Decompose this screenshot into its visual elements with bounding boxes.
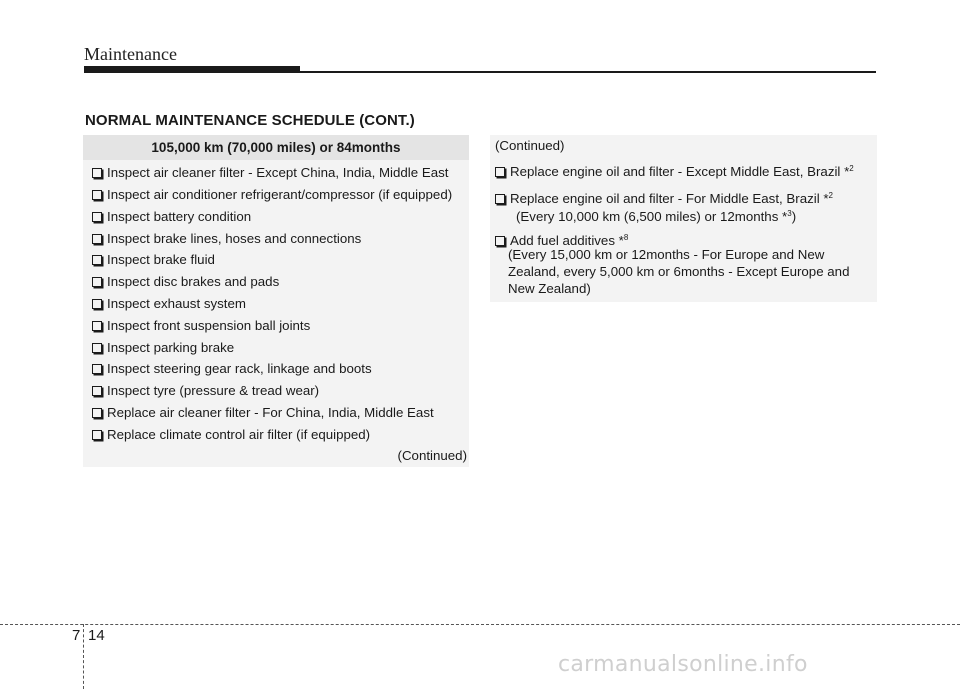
header-rule-thick [84,66,300,73]
list-item: Inspect battery condition [92,209,251,224]
checkbox-icon [92,364,102,374]
list-item: Replace climate control air filter (if equipped) [92,427,370,442]
interval-heading: 105,000 km (70,000 miles) or 84months [83,135,469,160]
checkbox-icon [92,168,102,178]
list-item: Add fuel additives *$^8$ [495,229,628,250]
interval-note: (Every 10,000 km (6,500 miles) or 12months *$^3$) [516,209,797,224]
footer-divider [0,624,960,625]
watermark: carmanualsonline.info [558,652,808,677]
list-item: Inspect exhaust system [92,296,246,311]
footer-vertical-divider [83,624,84,689]
checkbox-icon [92,299,102,309]
checkbox-icon [92,190,102,200]
interval-note-line: New Zealand) [508,281,591,296]
list-item: Replace engine oil and filter - Except Middle East, Brazil *$^2$ [495,160,854,181]
checkbox-icon [92,343,102,353]
schedule-panel-right [490,135,877,302]
checkbox-icon [495,194,505,204]
continued-label: (Continued) [495,138,565,153]
checkbox-icon [92,386,102,396]
checkbox-icon [92,255,102,265]
interval-note-line: (Every 15,000 km or 12months - For Europe and New [508,247,825,262]
schedule-panel-left [83,135,469,467]
list-item: Inspect air cleaner filter - Except China, India, Middle East [92,165,448,180]
checkbox-icon [92,321,102,331]
section-title: NORMAL MAINTENANCE SCHEDULE (CONT.) [85,112,415,129]
list-item: Replace engine oil and filter - For Middle East, Brazil *$^2$ [495,187,833,208]
interval-note-line: Zealand, every 5,000 km or 6months - Except Europe and [508,264,850,279]
list-item: Inspect disc brakes and pads [92,274,279,289]
list-item: Inspect tyre (pressure & tread wear) [92,383,319,398]
checkbox-icon [495,236,505,246]
page-number: 14 [88,627,105,644]
header-rule-thin [300,71,876,73]
list-item: Inspect front suspension ball joints [92,318,310,333]
checkbox-icon [495,167,505,177]
checkbox-icon [92,277,102,287]
list-item: Inspect brake lines, hoses and connections [92,231,361,246]
list-item: Inspect steering gear rack, linkage and boots [92,361,372,376]
checkbox-icon [92,408,102,418]
chapter-number: 7 [72,627,81,644]
continued-label: (Continued) [397,448,467,463]
checkbox-icon [92,212,102,222]
list-item: Inspect air conditioner refrigerant/compressor (if equipped) [92,187,452,202]
checkbox-icon [92,234,102,244]
list-item: Inspect brake fluid [92,252,215,267]
checkbox-icon [92,430,102,440]
page-header-title: Maintenance [84,44,177,64]
list-item: Inspect parking brake [92,340,234,355]
list-item: Replace air cleaner filter - For China, India, Middle East [92,405,434,420]
